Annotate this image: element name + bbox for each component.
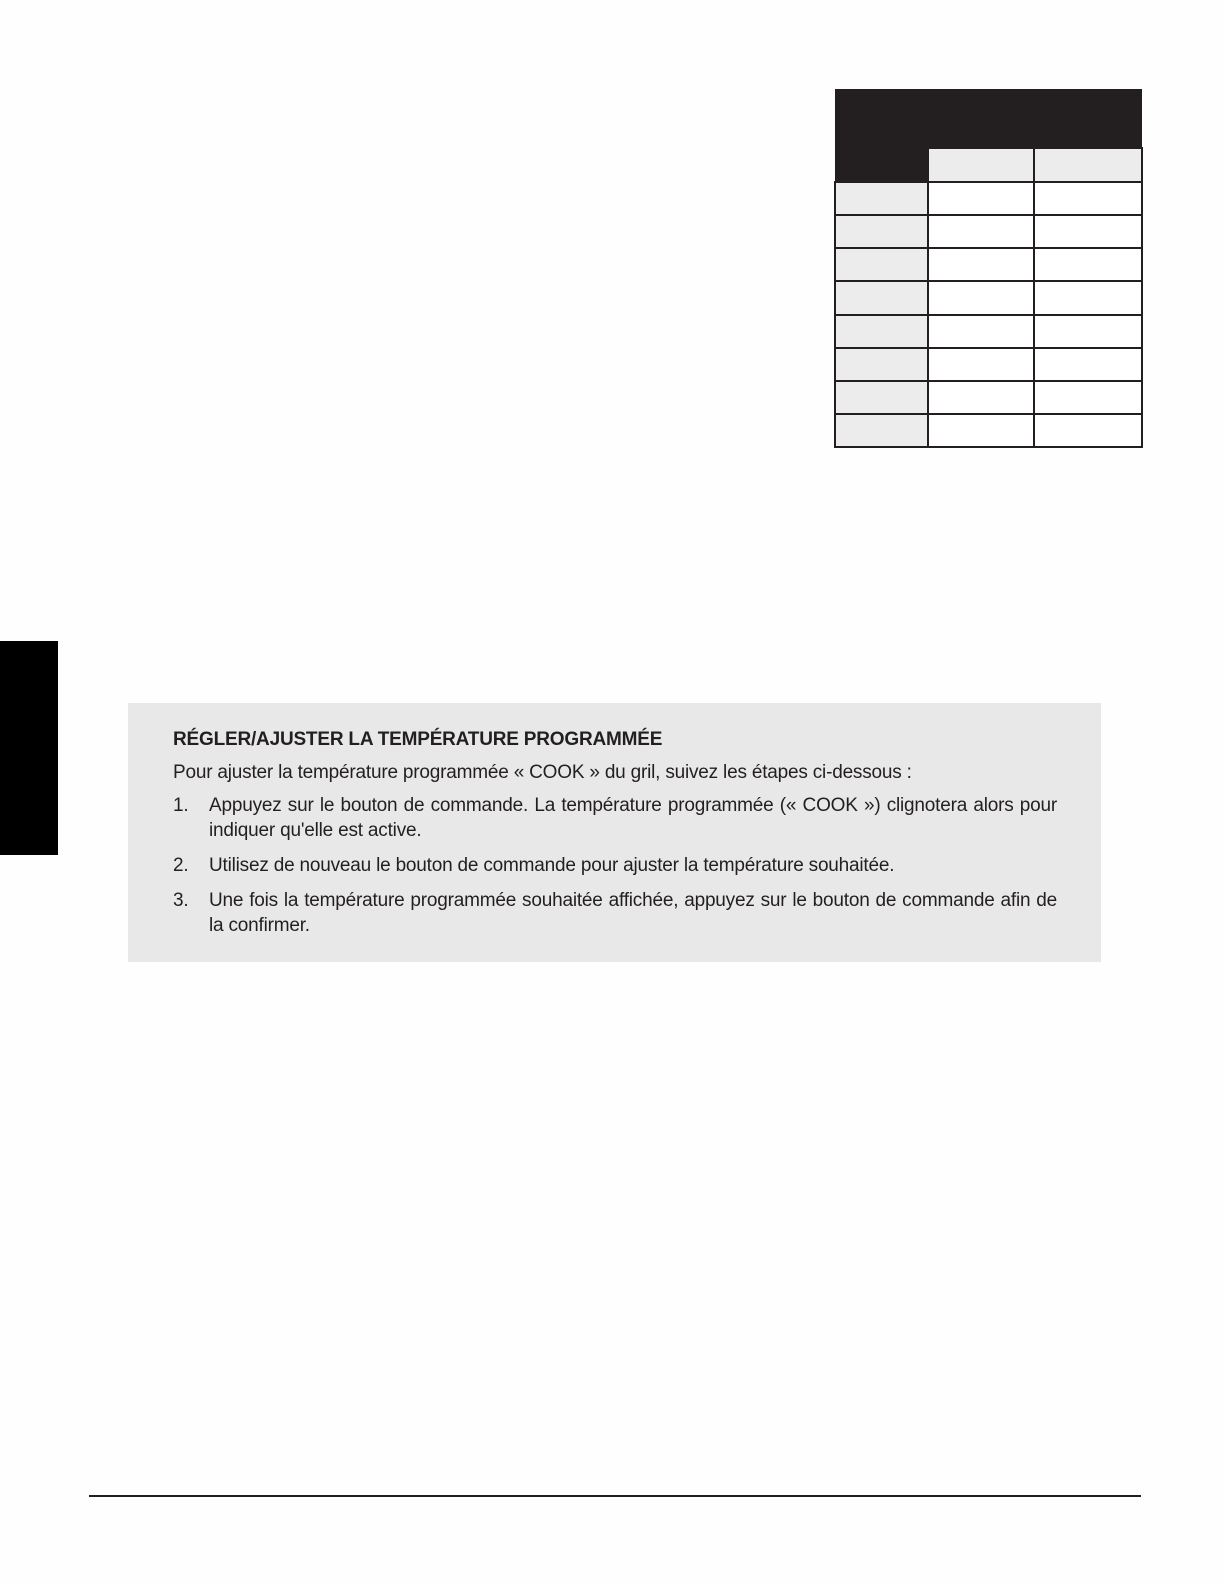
step-number: 3. [173,890,189,911]
step-text: Utilisez de nouveau le bouton de commande pour ajuster la température souhaitée. [209,855,895,876]
table-cell [835,348,928,381]
step-item [173,793,1057,843]
table-subheader-cell [1034,148,1142,182]
table-cell [1034,381,1142,414]
step-number: 2. [173,855,189,876]
table-cell [1034,215,1142,248]
table-cell [835,281,928,314]
table-cell [928,348,1034,381]
table-cell [835,215,928,248]
table-cell [928,315,1034,348]
info-box-intro: Pour ajuster la température programmée « COOK » du gril, suivez les étapes ci-dessous : [173,762,912,783]
info-box-title: RÉGLER/AJUSTER LA TEMPÉRATURE PROGRAMMÉE [173,729,663,750]
table-cell [1034,248,1142,281]
side-section-tab [0,641,58,855]
table-cell [1034,414,1142,447]
table-header-row [835,89,1142,148]
table-row [835,215,1142,248]
table-cell [928,414,1034,447]
step-text: Appuyez sur le bouton de commande. La température programmée (« COOK ») clignotera alors pour indiquer qu'elle est active. [209,795,1057,841]
step-number: 1. [173,795,189,816]
step-text: Une fois la température programmée souhaitée affichée, appuyez sur le bouton de commande afin de la confirmer. [209,890,1057,936]
table-row [835,182,1142,215]
table-subheader-cell [835,148,928,182]
table-cell [928,381,1034,414]
step-item [173,853,1057,878]
table-subheader-row [835,148,1142,182]
table-cell [928,281,1034,314]
table-cell [835,414,928,447]
table-subheader-cell [928,148,1034,182]
footer-divider [89,1495,1141,1497]
table-cell [835,315,928,348]
table-row [835,381,1142,414]
table-row [835,348,1142,381]
table-cell [835,182,928,215]
table-cell [928,215,1034,248]
table-cell [928,182,1034,215]
table-header-cell [835,89,1142,148]
table-cell [1034,315,1142,348]
table-cell [928,248,1034,281]
info-box [128,703,1101,962]
table-row [835,315,1142,348]
temperature-table [834,89,1143,448]
table-cell [835,381,928,414]
table-cell [835,248,928,281]
table-row [835,248,1142,281]
step-item [173,888,1057,938]
steps-list [173,793,1057,938]
table-row [835,281,1142,314]
table-row [835,414,1142,447]
table-cell [1034,281,1142,314]
table-cell [1034,182,1142,215]
table-cell [1034,348,1142,381]
